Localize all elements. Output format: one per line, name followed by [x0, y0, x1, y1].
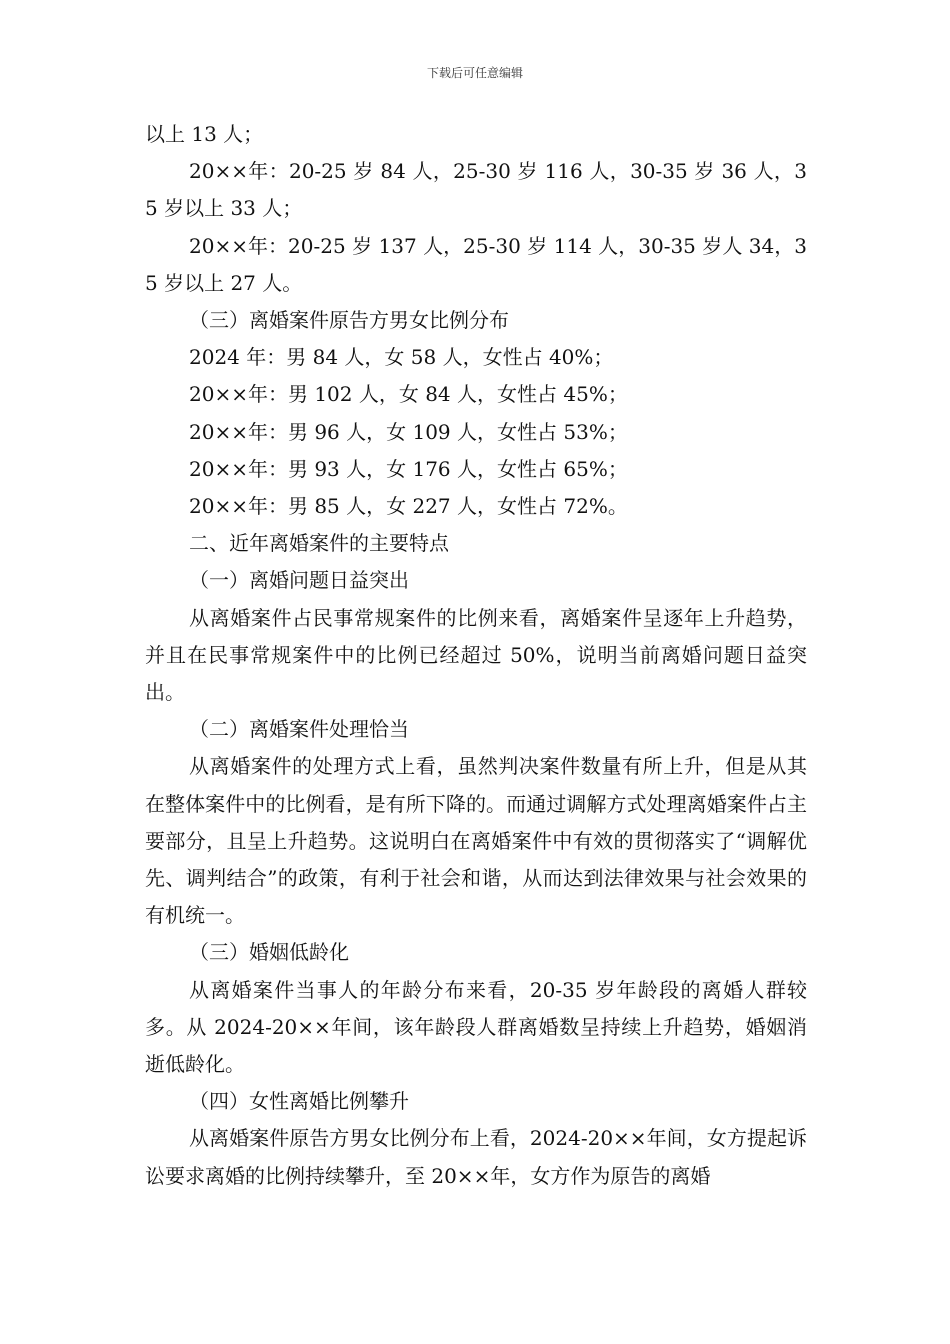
- subheading-young-marriage: （三）婚姻低龄化: [189, 940, 349, 965]
- paragraph-divorce-issue: 从离婚案件占民事常规案件的比例来看，离婚案件呈逐年上升趋势，并且在民事常规案件中的比例已经超过 50%，说明当前离婚问题日益突出。: [145, 605, 807, 705]
- paragraph-age-year-b: 20××年：20-25 岁 137 人，25-30 岁 114 人，30-35 岁人 34，35 岁以上 27 人。: [145, 233, 807, 295]
- paragraph-gender-2024: 2024 年：男 84 人，女 58 人，女性占 40%；: [189, 345, 614, 370]
- document-body: [145, 116, 807, 1195]
- section-heading-main-features: 二、近年离婚案件的主要特点: [189, 531, 449, 556]
- paragraph-case-handling: 从离婚案件的处理方式上看，虽然判决案件数量有所上升，但是从其在整体案件中的比例看，是有所下降的。而通过调解方式处理离婚案件占主要部分，且呈上升趋势。这说明白在离婚案件中有效的贯彻落实了“调解优先、调判结合”的政策，有利于社会和谐，从而达到法律效果与社会效果的有机统一。: [145, 754, 807, 928]
- subheading-divorce-issue: （一）离婚问题日益突出: [189, 568, 409, 593]
- subheading-case-handling: （二）离婚案件处理恰当: [189, 717, 409, 742]
- paragraph-gender-year-4: 20××年：男 93 人，女 176 人，女性占 65%；: [189, 456, 628, 481]
- paragraph-gender-year-2: 20××年：男 102 人，女 84 人，女性占 45%；: [189, 382, 628, 407]
- paragraph-age-prev-tail: 以上 13 人；: [145, 122, 264, 146]
- paragraph-female-ratio: 从离婚案件原告方男女比例分布上看，2024-20××年间，女方提起诉讼要求离婚的比例持续攀升，至 20××年，女方作为原告的离婚: [145, 1126, 807, 1188]
- paragraph-young-marriage: 从离婚案件当事人的年龄分布来看，20-35 岁年龄段的离婚人群较多。从 2024-20××年间，该年龄段人群离婚数呈持续上升趋势，婚姻消逝低龄化。: [145, 977, 807, 1077]
- page-header-note: 下载后可任意编辑: [426, 66, 523, 80]
- subheading-female-ratio: （四）女性离婚比例攀升: [189, 1089, 409, 1114]
- paragraph-gender-year-5: 20××年：男 85 人，女 227 人，女性占 72%。: [189, 494, 628, 519]
- paragraph-gender-year-3: 20××年：男 96 人，女 109 人，女性占 53%；: [189, 419, 628, 444]
- paragraph-age-year-a: 20××年：20-25 岁 84 人，25-30 岁 116 人，30-35 岁 36 人，35 岁以上 33 人；: [145, 159, 807, 221]
- section-heading-gender-ratio: （三）离婚案件原告方男女比例分布: [189, 308, 509, 333]
